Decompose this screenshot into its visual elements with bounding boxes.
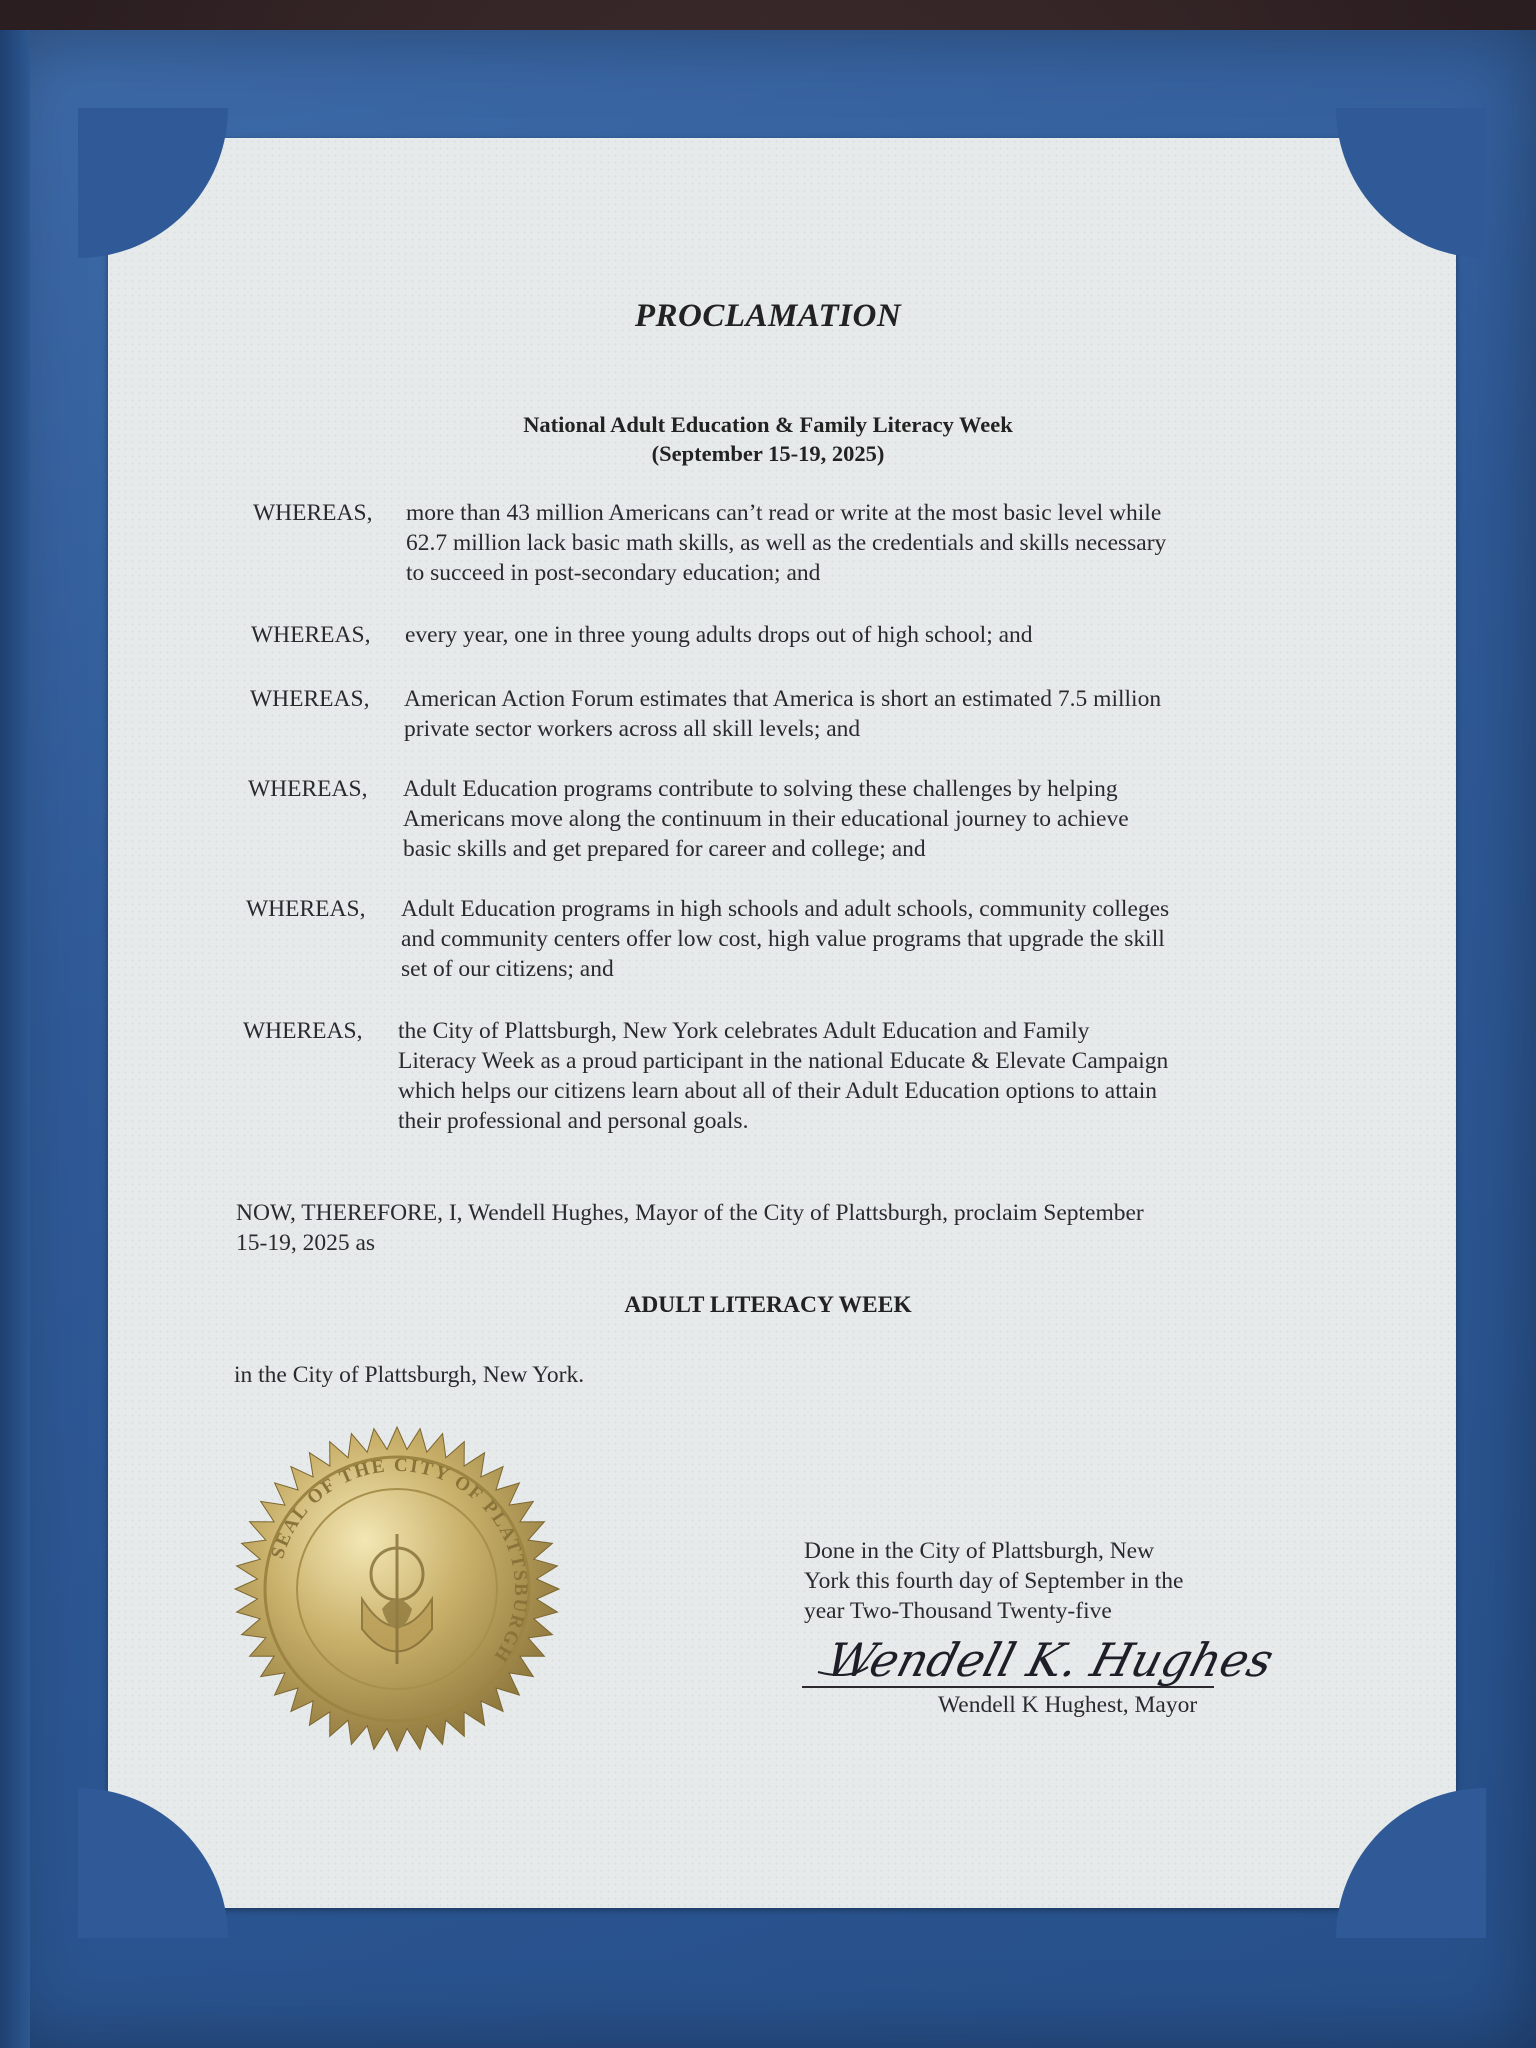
whereas-clause: [401, 894, 1301, 984]
subtitle-line: National Adult Education & Family Literacy Week: [523, 412, 1013, 437]
clause-line: more than 43 million Americans can’t read or write at the most basic level while: [406, 500, 1162, 526]
clause-line: and community centers offer low cost, high value programs that upgrade the skill: [401, 926, 1165, 952]
signature-script: Wendell K. Hughes: [820, 1634, 1279, 1688]
whereas-label: WHEREAS,: [253, 500, 373, 526]
statement-line: year Two-Thousand Twenty-five: [804, 1598, 1112, 1624]
clause-line: private sector workers across all skill levels; and: [404, 716, 861, 742]
subtitle-line: (September 15-19, 2025): [651, 441, 885, 466]
closing-line: in the City of Plattsburgh, New York.: [234, 1362, 585, 1388]
clause-line: to succeed in post-secondary education; and: [406, 560, 821, 586]
clause-line: Adult Education programs in high schools and adult schools, community colleges: [401, 896, 1170, 922]
clause-line: which helps our citizens learn about all of their Adult Education options to attain: [398, 1078, 1157, 1104]
statement-line: York this fourth day of September in the: [804, 1568, 1184, 1594]
whereas-clause: [406, 498, 1286, 588]
document-title: PROCLAMATION: [634, 298, 902, 334]
whereas-label: WHEREAS,: [251, 622, 371, 648]
clause-line: every year, one in three young adults drops out of high school; and: [405, 622, 1033, 648]
clause-line: set of our citizens; and: [401, 956, 614, 982]
whereas-clause: [398, 1016, 1298, 1136]
whereas-label: WHEREAS,: [250, 686, 370, 712]
whereas-clause: [404, 684, 1284, 744]
clause-line: American Action Forum estimates that America is short an estimated 7.5 million: [404, 686, 1162, 712]
clause-line: the City of Plattsburgh, New York celebrates Adult Education and Family: [398, 1018, 1090, 1044]
clause-line: Adult Education programs contribute to solving these challenges by helping: [403, 776, 1118, 802]
signatory-name: Wendell K Hughest, Mayor: [938, 1692, 1198, 1718]
now-therefore-paragraph: [236, 1198, 1276, 1258]
whereas-clause: [405, 620, 1285, 650]
clause-line: their professional and personal goals.: [398, 1108, 749, 1134]
paragraph-line: NOW, THEREFORE, I, Wendell Hughes, Mayor of the City of Plattsburgh, proclaim September: [236, 1200, 1144, 1226]
signature-line: [802, 1686, 1214, 1688]
mayor-signature: [808, 1622, 1279, 1692]
clause-line: 62.7 million lack basic math skills, as well as the credentials and skills necessary: [406, 530, 1167, 556]
seal-legend: SEAL OF THE CITY OF PLATTSBURGH: [267, 1454, 532, 1667]
whereas-clause: [403, 774, 1283, 864]
clause-line: Americans move along the continuum in their educational journey to achieve: [403, 806, 1129, 832]
done-in-statement: [804, 1536, 1224, 1626]
paragraph-line: 15-19, 2025 as: [236, 1230, 376, 1256]
clause-line: Literacy Week as a proud participant in the national Educate & Elevate Campaign: [398, 1048, 1169, 1074]
clause-line: basic skills and get prepared for career and college; and: [403, 836, 926, 862]
city-seal: [232, 1424, 562, 1754]
whereas-label: WHEREAS,: [246, 896, 366, 922]
proclaimed-title: ADULT LITERACY WEEK: [624, 1292, 912, 1318]
whereas-label: WHEREAS,: [248, 776, 368, 802]
document-subtitle: [0, 410, 1536, 468]
statement-line: Done in the City of Plattsburgh, New: [804, 1538, 1155, 1564]
whereas-label: WHEREAS,: [243, 1018, 363, 1044]
